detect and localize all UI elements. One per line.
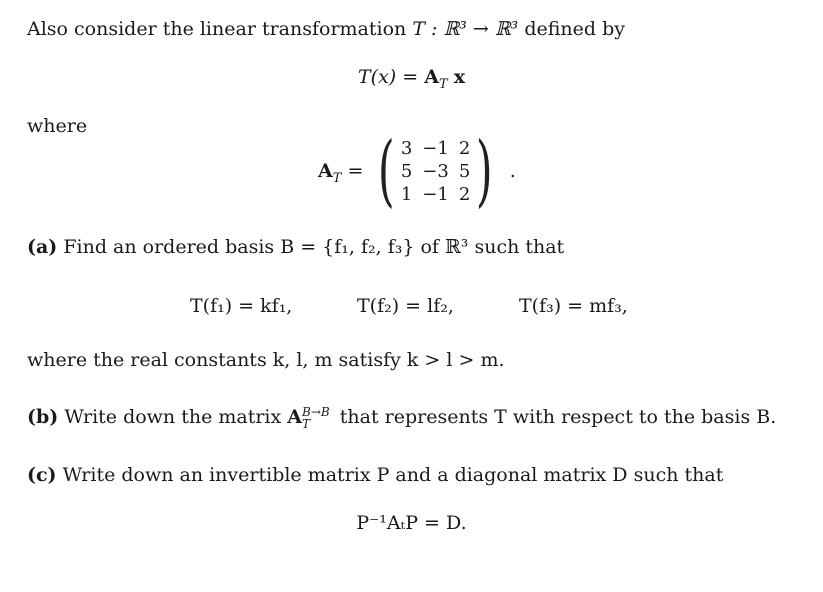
right-paren: ) [476,126,493,216]
where-label: where [27,115,88,137]
matrix-row [396,137,475,160]
definition-lhs: T(x) = [357,66,419,88]
matrix-row [396,183,475,206]
eigen-equation-2: T(f₂) = lf₂, [357,295,454,317]
part-a-label: (a) [27,236,58,258]
part-c-line [27,463,723,487]
part-b-matrix-sub: T [302,417,311,431]
matrix-cell: 2 [458,183,471,205]
definition-matrix: A [424,66,439,88]
intro-prefix: Also consider the linear transformation [27,18,407,40]
matrix-cell: 5 [400,160,413,182]
left-paren: ( [378,126,395,216]
part-c-equation: P⁻¹AₜP = D. [356,512,467,534]
matrix-lhs-sub: T [332,170,342,186]
part-c-text: Write down an invertible matrix P and a diagonal matrix D such that [62,464,724,486]
part-b-text-before: Write down the matrix [64,406,282,428]
part-c-label: (c) [27,464,57,486]
part-a-condition: where the real constants k, l, m satisfy k > l > m. [27,349,505,371]
part-b-line [27,405,776,430]
part-a-text: Find an ordered basis B = {f₁, f₂, f₃} of ℝ³ such that [63,236,565,258]
matrix-lhs [318,160,364,186]
matrix-table [396,137,475,206]
intro-line [27,17,625,41]
matrix-cell: 2 [458,137,471,159]
definition-equation [0,65,823,92]
part-a-line [27,235,564,259]
matrix-display [318,126,516,216]
matrix-cell: 3 [400,137,413,159]
definition-matrix-sub: T [438,76,448,92]
matrix-trailing-dot: . [509,160,516,182]
eigen-equation-1: T(f₁) = kf₁, [190,295,293,317]
matrix-cell: 5 [458,160,471,182]
part-b-matrix-sup: B→B [302,405,330,419]
eigen-equation-3: T(f₃) = mf₃, [519,295,628,317]
intro-map: T : ℝ³ → ℝ³ [412,18,519,40]
matrix-cell: −1 [422,137,449,159]
matrix-cell: −3 [422,160,449,182]
matrix-cell: 1 [400,183,413,205]
intro-suffix: defined by [524,18,625,40]
part-b-text-after: that represents T with respect to the basis B. [339,406,777,428]
part-b-matrix-symbol: A [287,406,303,428]
matrix-cell: −1 [422,183,449,205]
matrix-row [396,160,475,183]
matrix-lhs-symbol: A [318,160,333,182]
definition-vector: x [453,66,466,88]
matrix-equals: = [347,160,364,182]
part-b-label: (b) [27,406,59,428]
